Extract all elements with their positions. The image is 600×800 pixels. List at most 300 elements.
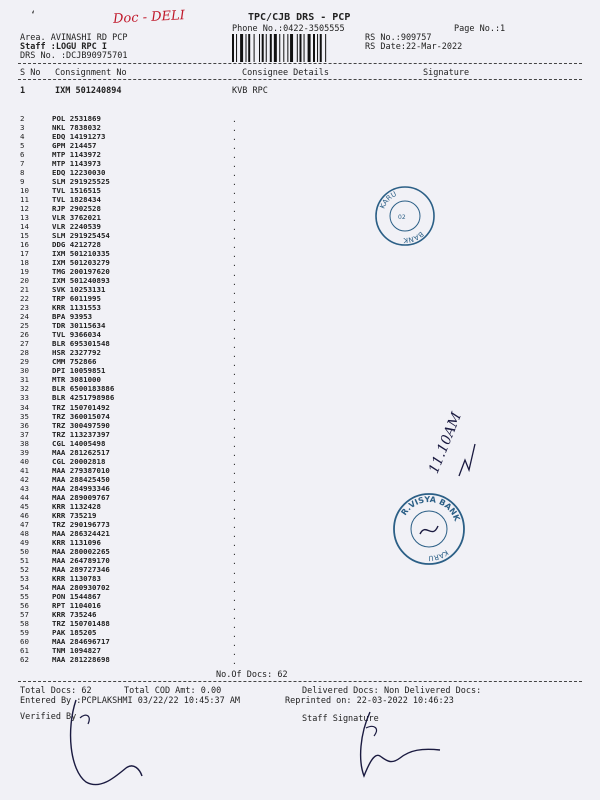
stamp-text-left: KARU: [378, 190, 398, 210]
row-consignment-no: MAA 279387010: [52, 465, 110, 475]
barcode-bar: [283, 34, 284, 62]
barcode-bar: [300, 34, 302, 62]
row-consignment-no: DDG 4212728: [52, 240, 101, 250]
row-consignment-no: TVL 1828434: [52, 195, 101, 205]
column-consignment: Consignment No: [55, 68, 127, 78]
barcode-bar: [232, 34, 234, 62]
row-consignment-no: TVL 1516515: [52, 186, 101, 196]
table-row: [20, 421, 320, 430]
row-1-sno: 1: [20, 86, 26, 96]
consignee-placeholder-dot: .: [232, 548, 237, 558]
row-sno: 35: [20, 411, 29, 421]
row-consignment-no: BPA 93953: [52, 312, 93, 322]
staff-label: Staff :LOGU RPC I: [20, 42, 107, 52]
row-consignment-no: KRR 735219: [52, 510, 97, 520]
row-sno: 2: [20, 114, 25, 123]
consignee-placeholder-dot: .: [232, 422, 237, 432]
row-sno: 50: [20, 546, 29, 556]
no-of-docs: No.Of Docs: 62: [216, 670, 288, 680]
table-row: [20, 619, 320, 628]
column-consignee: Consignee Details: [242, 68, 329, 78]
table-row: [20, 484, 320, 493]
row-consignment-no: KRR 1131096: [52, 537, 101, 547]
consignee-placeholder-dot: .: [232, 584, 237, 594]
consignee-placeholder-dot: .: [232, 503, 237, 513]
table-row: [20, 240, 320, 249]
row-1-consignment: IXM 501240894: [55, 86, 122, 96]
row-sno: 8: [20, 168, 25, 178]
row-consignment-no: POL 2531869: [52, 114, 101, 123]
handwritten-time: 11.10AM: [426, 410, 466, 476]
consignee-placeholder-dot: .: [232, 250, 237, 260]
barcode-bar: [317, 34, 318, 62]
consignee-placeholder-dot: .: [232, 620, 237, 630]
table-row: [20, 457, 320, 466]
row-sno: 5: [20, 141, 25, 151]
row-sno: 9: [20, 177, 25, 187]
verified-by: Verified By: [20, 712, 77, 722]
row-sno: 54: [20, 582, 29, 592]
consignee-placeholder-dot: .: [232, 412, 237, 422]
row-sno: 25: [20, 321, 29, 331]
row-sno: 56: [20, 600, 29, 610]
table-row: [20, 303, 320, 312]
table-row: [20, 511, 320, 520]
row-consignment-no: MAA 284993346: [52, 483, 110, 493]
table-row: [20, 502, 320, 511]
table-row: [20, 168, 320, 177]
bank-stamp-upper: [374, 185, 436, 247]
row-consignment-no: MTP 1143972: [52, 150, 101, 160]
consignee-placeholder-dot: .: [232, 638, 237, 648]
handwritten-note: Doc - DELI: [112, 8, 186, 27]
row-sno: 11: [20, 195, 29, 205]
row-consignment-no: SLM 291925525: [52, 177, 110, 187]
table-row: [20, 348, 320, 357]
row-sno: 52: [20, 564, 29, 574]
consignee-placeholder-dot: .: [232, 539, 237, 549]
row-consignment-no: TRZ 300497590: [52, 420, 110, 430]
non-delivered-docs: Non Delivered Docs:: [384, 686, 482, 696]
entered-by: Entered By :PCPLAKSHMI 03/22/22 10:45:37 AM: [20, 696, 241, 706]
row-consignment-no: TRZ 360015074: [52, 411, 110, 421]
bank-stamp-lower: [392, 492, 466, 566]
barcode-bar: [270, 34, 272, 62]
consignee-placeholder-dot: .: [232, 187, 237, 197]
consignee-placeholder-dot: .: [232, 557, 237, 567]
consignee-placeholder-dot: .: [232, 205, 237, 215]
consignee-placeholder-dot: .: [232, 124, 237, 134]
table-row: [20, 294, 320, 303]
row-consignment-no: CMM 752866: [52, 357, 97, 367]
table-row: [20, 357, 320, 366]
consignee-placeholder-dot: .: [232, 521, 237, 531]
consignee-placeholder-dot: .: [232, 232, 237, 242]
row-consignment-no: CGL 14005498: [52, 438, 106, 448]
table-row: [20, 114, 320, 123]
consignee-placeholder-dot: .: [232, 286, 237, 296]
barcode-bar: [240, 34, 243, 62]
consignee-placeholder-dot: .: [232, 403, 237, 413]
total-cod-amount: Total COD Amt: 0.00: [124, 686, 222, 696]
svg-text:R.VISYA BANK: [399, 495, 461, 523]
table-row: [20, 339, 320, 348]
row-consignment-no: RPT 1104016: [52, 600, 101, 610]
row-sno: 4: [20, 132, 25, 142]
table-row: [20, 592, 320, 601]
consignee-placeholder-dot: .: [232, 313, 237, 323]
barcode-bar: [304, 34, 305, 62]
row-sno: 39: [20, 447, 29, 457]
row-sno: 24: [20, 312, 29, 322]
consignee-placeholder-dot: .: [232, 575, 237, 585]
row-consignment-no: MAA 281262517: [52, 447, 110, 457]
table-row: [20, 186, 320, 195]
consignee-placeholder-dot: .: [232, 115, 237, 124]
row-consignment-no: BLR 695301548: [52, 339, 110, 349]
consignee-placeholder-dot: .: [232, 566, 237, 576]
consignee-placeholder-dot: .: [232, 656, 237, 666]
row-consignment-no: BLR 6500183886: [52, 384, 115, 394]
row-consignment-no: SVK 10253131: [52, 285, 106, 295]
table-row: [20, 276, 320, 285]
row-sno: 21: [20, 285, 29, 295]
consignee-placeholder-dot: .: [232, 241, 237, 251]
row-sno: 26: [20, 330, 29, 340]
row-sno: 30: [20, 366, 29, 376]
consignee-placeholder-dot: .: [232, 349, 237, 359]
row-consignment-no: TRZ 113237397: [52, 429, 110, 439]
consignee-placeholder-dot: .: [232, 277, 237, 287]
row-sno: 29: [20, 357, 29, 367]
consignee-placeholder-dot: .: [232, 133, 237, 143]
row-consignment-no: GPM 214457: [52, 141, 97, 151]
table-row: [20, 384, 320, 393]
table-row: [20, 403, 320, 412]
tick-mark: ‘: [30, 10, 37, 21]
consignee-placeholder-dot: .: [232, 376, 237, 386]
table-row: [20, 150, 320, 159]
row-sno: 6: [20, 150, 25, 160]
barcode-bar: [274, 34, 277, 62]
row-consignment-no: BLR 4251798986: [52, 393, 115, 403]
consignee-placeholder-dot: .: [232, 467, 237, 477]
row-consignment-no: IXM 501203279: [52, 258, 110, 268]
row-consignment-no: PON 1544867: [52, 591, 101, 601]
drs-number: DRS No. :DCJB90975701: [20, 51, 128, 61]
row-sno: 32: [20, 384, 29, 394]
consignee-placeholder-dot: .: [232, 151, 237, 161]
row-consignment-no: TVL 9366034: [52, 330, 101, 340]
row-consignment-no: IXM 501210335: [52, 249, 110, 259]
consignee-placeholder-dot: .: [232, 304, 237, 314]
row-sno: 7: [20, 159, 25, 169]
row-sno: 33: [20, 393, 29, 403]
consignee-placeholder-dot: .: [232, 214, 237, 224]
reprinted-on: Reprinted on: 22-03-2022 10:46:23: [285, 696, 454, 706]
consignee-placeholder-dot: .: [232, 593, 237, 603]
consignee-placeholder-dot: .: [232, 485, 237, 495]
consignee-placeholder-dot: .: [232, 142, 237, 152]
row-consignment-no: EDQ 12230030: [52, 168, 106, 178]
table-row: [20, 312, 320, 321]
row-sno: 10: [20, 186, 29, 196]
consignee-placeholder-dot: .: [232, 223, 237, 233]
row-consignment-no: MAA 280930702: [52, 582, 110, 592]
row-sno: 45: [20, 501, 29, 511]
table-row: [20, 258, 320, 267]
consignee-placeholder-dot: .: [232, 440, 237, 450]
table-row: [20, 655, 320, 664]
row-consignment-no: TRZ 150701492: [52, 402, 110, 412]
stamp-branch: KARU: [428, 548, 450, 563]
row-consignment-no: KRR 1131553: [52, 303, 101, 313]
row-consignment-no: MAA 280002265: [52, 546, 110, 556]
table-row: [20, 601, 320, 610]
table-row: [20, 330, 320, 339]
consignee-placeholder-dot: .: [232, 449, 237, 459]
row-consignment-no: TRZ 290196773: [52, 519, 110, 529]
row-sno: 12: [20, 204, 29, 214]
consignee-placeholder-dot: .: [232, 458, 237, 468]
barcode-bar: [313, 34, 315, 62]
total-docs: Total Docs: 62: [20, 686, 92, 696]
barcode: [232, 34, 358, 62]
divider-top: [18, 63, 582, 64]
table-row: [20, 123, 320, 132]
row-sno: 13: [20, 213, 29, 223]
table-row: [20, 222, 320, 231]
table-row: [20, 267, 320, 276]
staff-signature-mark: [330, 704, 450, 784]
rs-date: RS Date:22-Mar-2022: [365, 42, 463, 52]
table-row: [20, 204, 320, 213]
stamp-bank-name: R.VISYA BANK: [399, 494, 462, 523]
row-consignment-no: IXM 501240893: [52, 276, 110, 286]
consignee-placeholder-dot: .: [232, 358, 237, 368]
stamp-text-right: BANK: [403, 229, 425, 245]
barcode-bar: [297, 34, 298, 62]
table-row: [20, 520, 320, 529]
row-consignment-no: TNM 1094827: [52, 645, 101, 655]
barcode-bar: [325, 34, 326, 62]
barcode-bar: [290, 34, 293, 62]
row-consignment-no: HSR 2327792: [52, 348, 101, 358]
consignee-placeholder-dot: .: [232, 512, 237, 522]
phone-number: Phone No.:0422-3505555: [232, 24, 345, 34]
consignee-placeholder-dot: .: [232, 259, 237, 269]
row-sno: 44: [20, 492, 29, 502]
row-sno: 51: [20, 555, 29, 565]
table-row: [20, 213, 320, 222]
row-consignment-no: DPI 10059851: [52, 366, 106, 376]
row-consignment-no: PAK 185205: [52, 627, 97, 637]
consignee-placeholder-dot: .: [232, 530, 237, 540]
row-1-consignee: KVB RPC: [232, 86, 268, 96]
barcode-bar: [254, 34, 255, 62]
table-row: [20, 231, 320, 240]
row-sno: 19: [20, 267, 29, 277]
consignee-placeholder-dot: .: [232, 394, 237, 404]
row-sno: 22: [20, 294, 29, 304]
table-row: [20, 159, 320, 168]
row-consignment-no: RJP 2902528: [52, 204, 101, 214]
barcode-bar: [259, 34, 260, 62]
consignee-placeholder-dot: .: [232, 331, 237, 341]
row-sno: 62: [20, 654, 29, 664]
row-consignment-no: TDR 30115634: [52, 321, 106, 331]
consignee-placeholder-dot: .: [232, 629, 237, 639]
row-consignment-no: MTP 1143973: [52, 159, 101, 169]
table-row: [20, 538, 320, 547]
consignee-placeholder-dot: .: [232, 196, 237, 206]
row-sno: 57: [20, 609, 29, 619]
consignee-placeholder-dot: .: [232, 169, 237, 179]
row-sno: 42: [20, 474, 29, 484]
consignee-placeholder-dot: .: [232, 431, 237, 441]
consignee-placeholder-dot: .: [232, 494, 237, 504]
table-row: [20, 448, 320, 457]
table-row: [20, 529, 320, 538]
consignee-placeholder-dot: .: [232, 322, 237, 332]
consignment-list: [20, 114, 320, 664]
row-sno: 3: [20, 123, 25, 133]
table-row: [20, 646, 320, 655]
area-label: Area. AVINASHI RD PCP: [20, 33, 128, 43]
barcode-bar: [287, 34, 288, 62]
row-consignment-no: MAA 289009767: [52, 492, 110, 502]
row-sno: 60: [20, 636, 29, 646]
row-sno: 23: [20, 303, 29, 313]
row-sno: 55: [20, 591, 29, 601]
row-sno: 47: [20, 519, 29, 529]
row-sno: 34: [20, 402, 29, 412]
row-sno: 16: [20, 240, 29, 250]
barcode-bar: [308, 34, 311, 62]
divider-summary: [18, 681, 582, 682]
table-row: [20, 547, 320, 556]
row-sno: 49: [20, 537, 29, 547]
verifier-signature: [56, 690, 146, 790]
row-sno: 14: [20, 222, 29, 232]
table-row: [20, 141, 320, 150]
table-row: [20, 195, 320, 204]
row-consignment-no: VLR 2240539: [52, 222, 101, 232]
table-row: [20, 439, 320, 448]
row-sno: 46: [20, 510, 29, 520]
table-row: [20, 637, 320, 646]
table-row: [20, 321, 320, 330]
barcode-bar: [248, 34, 250, 62]
table-row: [20, 412, 320, 421]
consignee-placeholder-dot: .: [232, 602, 237, 612]
row-consignment-no: EDQ 14191273: [52, 132, 106, 142]
row-consignment-no: MAA 281228698: [52, 654, 110, 664]
consignee-placeholder-dot: .: [232, 367, 237, 377]
consignee-placeholder-dot: .: [232, 476, 237, 486]
document-title: TPC/CJB DRS - PCP: [248, 12, 351, 23]
table-row: [20, 466, 320, 475]
column-sno: S No: [20, 68, 41, 78]
table-row: [20, 574, 320, 583]
staff-signature: Staff Signature: [302, 714, 379, 724]
signature-tick: [455, 440, 479, 480]
row-consignment-no: KRR 1132428: [52, 501, 101, 511]
barcode-bar: [320, 34, 322, 62]
barcode-bar: [246, 34, 247, 62]
table-row: [20, 375, 320, 384]
consignee-placeholder-dot: .: [232, 385, 237, 395]
row-consignment-no: TRP 6011995: [52, 294, 101, 304]
delivered-docs: Delivered Docs:: [302, 686, 379, 696]
row-sno: 28: [20, 348, 29, 358]
row-sno: 40: [20, 456, 29, 466]
row-sno: 27: [20, 339, 29, 349]
row-consignment-no: MTR 3081000: [52, 375, 101, 385]
row-consignment-no: MAA 284696717: [52, 636, 110, 646]
row-consignment-no: MAA 289727346: [52, 564, 110, 574]
consignee-placeholder-dot: .: [232, 160, 237, 170]
row-sno: 18: [20, 258, 29, 268]
table-row: [20, 493, 320, 502]
row-consignment-no: SLM 291925454: [52, 231, 110, 241]
table-row: [20, 285, 320, 294]
row-sno: 36: [20, 420, 29, 430]
row-consignment-no: NKL 7838032: [52, 123, 101, 133]
row-sno: 15: [20, 231, 29, 241]
table-row: [20, 132, 320, 141]
row-sno: 48: [20, 528, 29, 538]
consignee-placeholder-dot: .: [232, 340, 237, 350]
row-consignment-no: MAA 264789170: [52, 555, 110, 565]
table-row: [20, 177, 320, 186]
table-row: [20, 556, 320, 565]
barcode-bar: [262, 34, 264, 62]
row-consignment-no: TMG 200197620: [52, 267, 110, 277]
consignee-placeholder-dot: .: [232, 295, 237, 305]
row-sno: 17: [20, 249, 29, 259]
row-sno: 37: [20, 429, 29, 439]
svg-text:02: 02: [398, 214, 406, 221]
svg-text:BANK: [403, 230, 425, 244]
table-row: [20, 475, 320, 484]
row-consignment-no: KRR 735246: [52, 609, 97, 619]
table-row: [20, 610, 320, 619]
consignee-placeholder-dot: .: [232, 268, 237, 278]
row-sno: 20: [20, 276, 29, 286]
row-sno: 38: [20, 438, 29, 448]
row-consignment-no: CGL 20002818: [52, 456, 106, 466]
table-row: [20, 565, 320, 574]
rs-number: RS No.:909757: [365, 33, 432, 43]
barcode-bar: [279, 34, 280, 62]
row-consignment-no: MAA 286324421: [52, 528, 110, 538]
row-sno: 41: [20, 465, 29, 475]
row-sno: 59: [20, 627, 29, 637]
divider-header: [18, 79, 582, 80]
consignee-placeholder-dot: .: [232, 178, 237, 188]
table-row: [20, 393, 320, 402]
barcode-bar: [236, 34, 237, 62]
table-row: [20, 628, 320, 637]
page-number: Page No.:1: [454, 24, 506, 34]
column-signature: Signature: [423, 68, 470, 78]
table-row: [20, 366, 320, 375]
row-consignment-no: TRZ 150701488: [52, 618, 110, 628]
row-consignment-no: MAA 288425450: [52, 474, 110, 484]
row-consignment-no: VLR 3762021: [52, 213, 101, 223]
row-sno: 61: [20, 645, 29, 655]
